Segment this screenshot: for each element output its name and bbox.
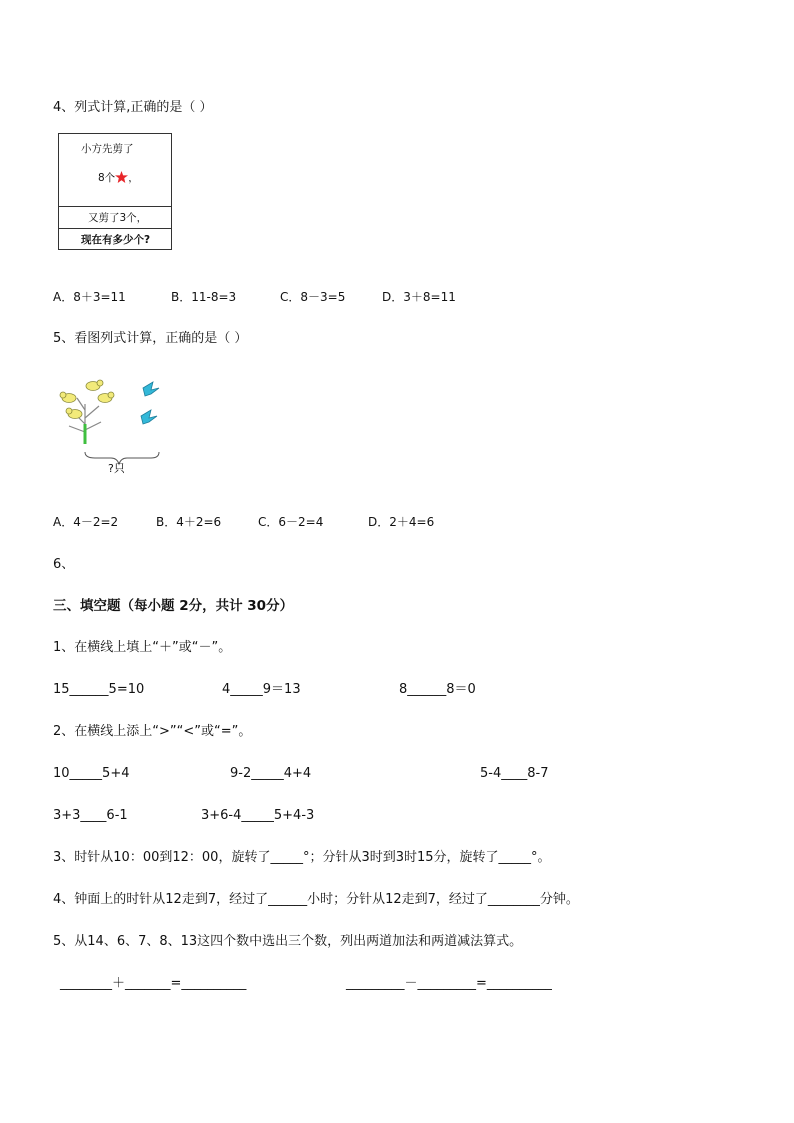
fill-q2-row1-item-3: 5-4____8-7 — [480, 766, 549, 781]
story-box — [58, 133, 172, 250]
q4-option-a: A．8＋3=11 — [53, 290, 126, 304]
story-line-4: 现在有多少个? — [81, 234, 151, 246]
story-line-1: 小方先剪了 — [81, 143, 134, 155]
q5-option-a: A．4－2=2 — [53, 515, 119, 529]
fill-q3: 3、时针从10：00到12：00，旋转了_____°；分针从3时到3时15分，旋转了_____°。 — [53, 850, 551, 865]
fill-q1-item-1: 15______5=10 — [53, 682, 145, 697]
q4-option-b: B．11-8=3 — [171, 290, 237, 304]
fill-q2-row2-item-2: 3+6-4_____5+4-3 — [201, 808, 315, 823]
fill-q1-stem: 1、在横线上填上“＋”或“－”。 — [53, 640, 232, 655]
fill-q1-item-2: 4_____9＝13 — [222, 682, 301, 697]
fill-q2-row2-item-1: 3+3____6-1 — [53, 808, 128, 823]
fill-q2-row1-item-2: 9-2_____4+4 — [230, 766, 312, 781]
story-row-3 — [59, 206, 171, 229]
birds-figure — [55, 374, 165, 478]
story-row-4 — [59, 228, 171, 251]
q5-option-c: C．6－2=4 — [258, 515, 324, 529]
fill-q5-subtraction-blank: _________－_________=__________ — [346, 976, 552, 991]
question-6-stem: 6、 — [53, 557, 75, 572]
q4-option-d: D．3＋8=11 — [382, 290, 456, 304]
fill-q4: 4、钟面上的时针从12走到7，经过了______小时；分针从12走到7，经过了________分钟。 — [53, 892, 579, 907]
q5-option-d: D．2＋4=6 — [368, 515, 435, 529]
q5-option-b: B．4＋2=6 — [156, 515, 222, 529]
fill-q2-row1-item-1: 10_____5+4 — [53, 766, 130, 781]
story-line-3: 又剪了3个， — [88, 212, 148, 224]
fill-q5-stem: 5、从14、6、7、8、13这四个数中选出三个数，列出两道加法和两道减法算式。 — [53, 934, 523, 949]
fill-q1-item-3: 8______8＝0 — [399, 682, 476, 697]
figure-question-label: ?只 — [108, 462, 125, 475]
question-5-stem: 5、看图列式计算，正确的是（ ） — [53, 331, 248, 346]
story-line-2 — [98, 171, 139, 187]
fill-q5-addition-blank: ________＋_______=__________ — [60, 976, 247, 991]
question-4-stem: 4、列式计算,正确的是（ ） — [53, 100, 213, 115]
star-icon — [115, 171, 128, 187]
story-line-2-comma: ， — [128, 172, 139, 184]
q4-option-c: C．8－3=5 — [280, 290, 346, 304]
section-3-title: 三、填空题（每小题 2分，共计 30分） — [53, 598, 294, 614]
fill-q2-stem: 2、在横线上添上“>”“<”或“=”。 — [53, 724, 252, 739]
story-line-2-text: 8个 — [98, 172, 116, 184]
